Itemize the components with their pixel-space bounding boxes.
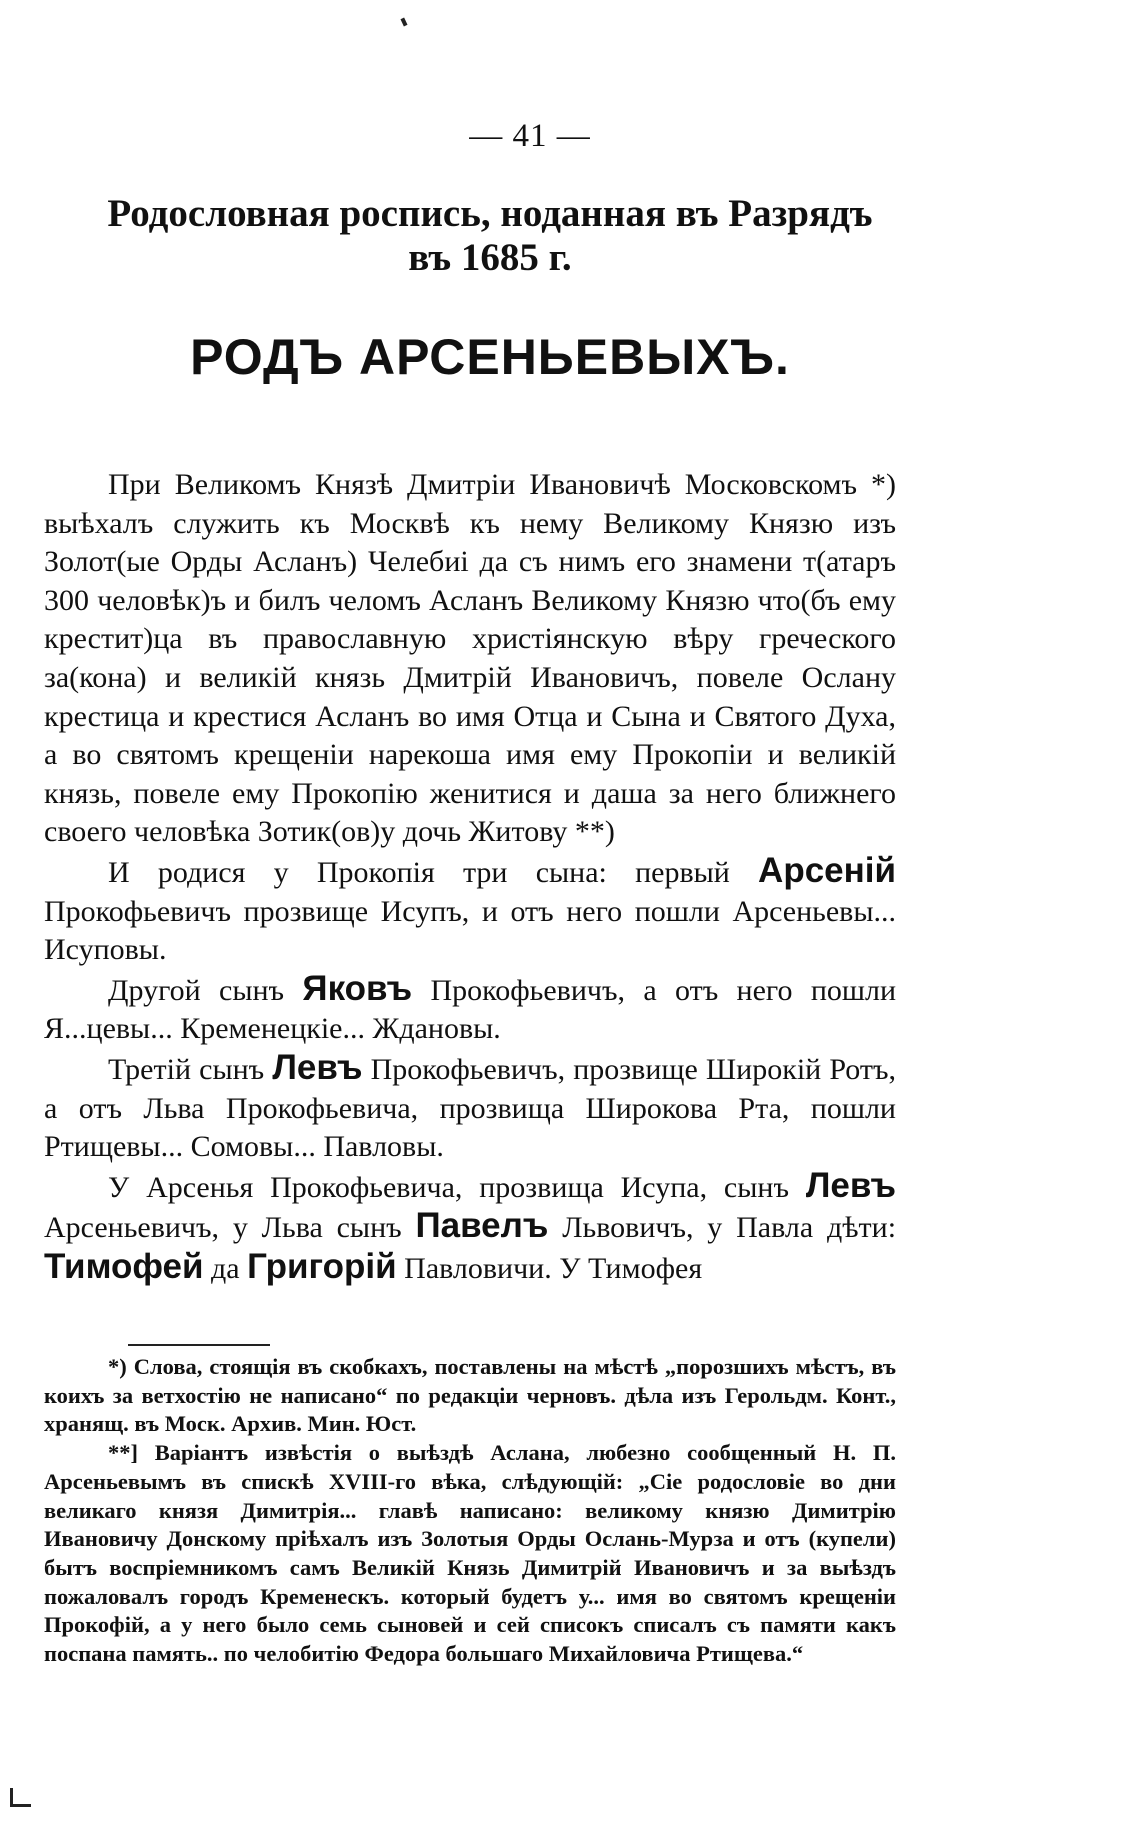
person-name-pavel: Павелъ [415,1206,549,1246]
document-title-line-1: Родословная роспись, ноданная въ Разрядъ [107,192,873,235]
person-name-grigoriy: Григорій [247,1246,397,1286]
paragraph-text: Прокофьевичъ, а отъ него пошли Я...цевы... Кременецкіе... Ждановы. [44,973,896,1046]
person-name-lev: Левъ [272,1047,363,1087]
document-title [40,192,940,280]
footnotes [44,1353,896,1669]
body-text [44,466,896,1288]
document-title-line-2: въ 1685 г. [408,236,572,279]
paragraph-text: Другой сынъ [108,973,285,1007]
paragraph-text: да [211,1251,240,1285]
corner-mark [10,1788,31,1807]
paragraph-third-son [44,1049,896,1167]
page-number: — 41 — [469,118,591,154]
paragraph-text: Прокофьевичъ прозвище Исупъ, и отъ него пошли Арсеньевы... Исуповы. [44,894,896,967]
ink-mark [400,18,407,27]
paragraph-text: Третій сынъ [108,1052,265,1086]
paragraph-text: Прокофьевичъ, прозвище Широкій Ротъ, а отъ Льва Прокофьевича, прозвища Широкова Рта, пошли Ртищевы... Сомовы... Павловы. [44,1052,897,1164]
footnote-divider [128,1344,270,1346]
person-name-lev-arsenievich: Левъ [805,1165,896,1205]
paragraph-origin: При Великомъ Князѣ Дмитріи Ивановичѣ Московскомъ *) выѣхалъ служить къ Москвѣ къ нему Великому Князю изъ Золот(ые Орды Асланъ) Челебиi да съ нимъ его знамени т(атаръ 300 человѣк)ъ и билъ челомъ Асланъ Великому Князю что(бъ ему крестит)ца въ православную христіянскую вѣру греческого за(кона) и великій князь Дмитрій Ивановичъ, повеле Ослану крестица и крестися Асланъ во имя Отца и Сына и Святого Духа, а во святомъ крещеніи нарекоша имя ему Прокопіи и великій князь, повеле ему Прокопію женитися и даша за него ближнего своего человѣка Зотик(ов)у дочь Житову **) [44,468,896,849]
footnote-1: *) Слова, стоящія въ скобкахъ, поставлены на мѣстѣ „порозшихъ мѣстъ, въ коихъ за ветхостію не написано“ по редакціи черновъ. дѣла изъ Герольдм. Конт., хранящ. въ Моск. Архив. Мин. Юст. [44,1354,896,1437]
paragraph-text: Львовичъ, у Павла дѣти: [562,1211,897,1245]
paragraph-text: У Арсенья Прокофьевича, прозвища Исупа, сынъ [108,1170,789,1204]
paragraph-sons [44,852,896,970]
family-heading: РОДЪ АРСЕНЬЕВЫХЪ. [190,329,790,385]
paragraph-second-son [44,970,896,1049]
person-name-timofey: Тимофей [44,1246,204,1286]
footnote-2: **] Варіантъ извѣстія о выѣздѣ Аслана, любезно сообщенный Н. П. Арсеньевымъ въ спискѣ XVIII-го вѣка, слѣдующій: „Сіе родословіе во дни великаго князя Димитрія... главѣ написано: великому князю Димитрію Ивановичу Донскому пріѣхалъ изъ Золотыя Орды Ослань-Мурза и отъ (купели) бытъ воспріемникомъ самъ Великій Князь Димитрій Ивановичъ и за выѣздъ пожаловалъ городъ Кременескъ. который будетъ у... имя во святомъ крещеніи Прокофій, а у него было семь сыновей и сей списокъ списалъ съ памяти какъ поспана память.. по челобитію Федора большаго Михайловича Ртищева.“ [44,1440,896,1667]
person-name-arseniy: Арсеній [758,850,897,890]
paragraph-descendants [44,1167,896,1289]
person-name-yakov: Яковъ [302,968,413,1008]
paragraph-text: Арсеньевичъ, у Льва сынъ [44,1211,402,1245]
paragraph-text: Павловичи. У Тимофея [404,1251,703,1285]
paragraph-text: И родися у Прокопія три сына: первый [108,855,730,889]
